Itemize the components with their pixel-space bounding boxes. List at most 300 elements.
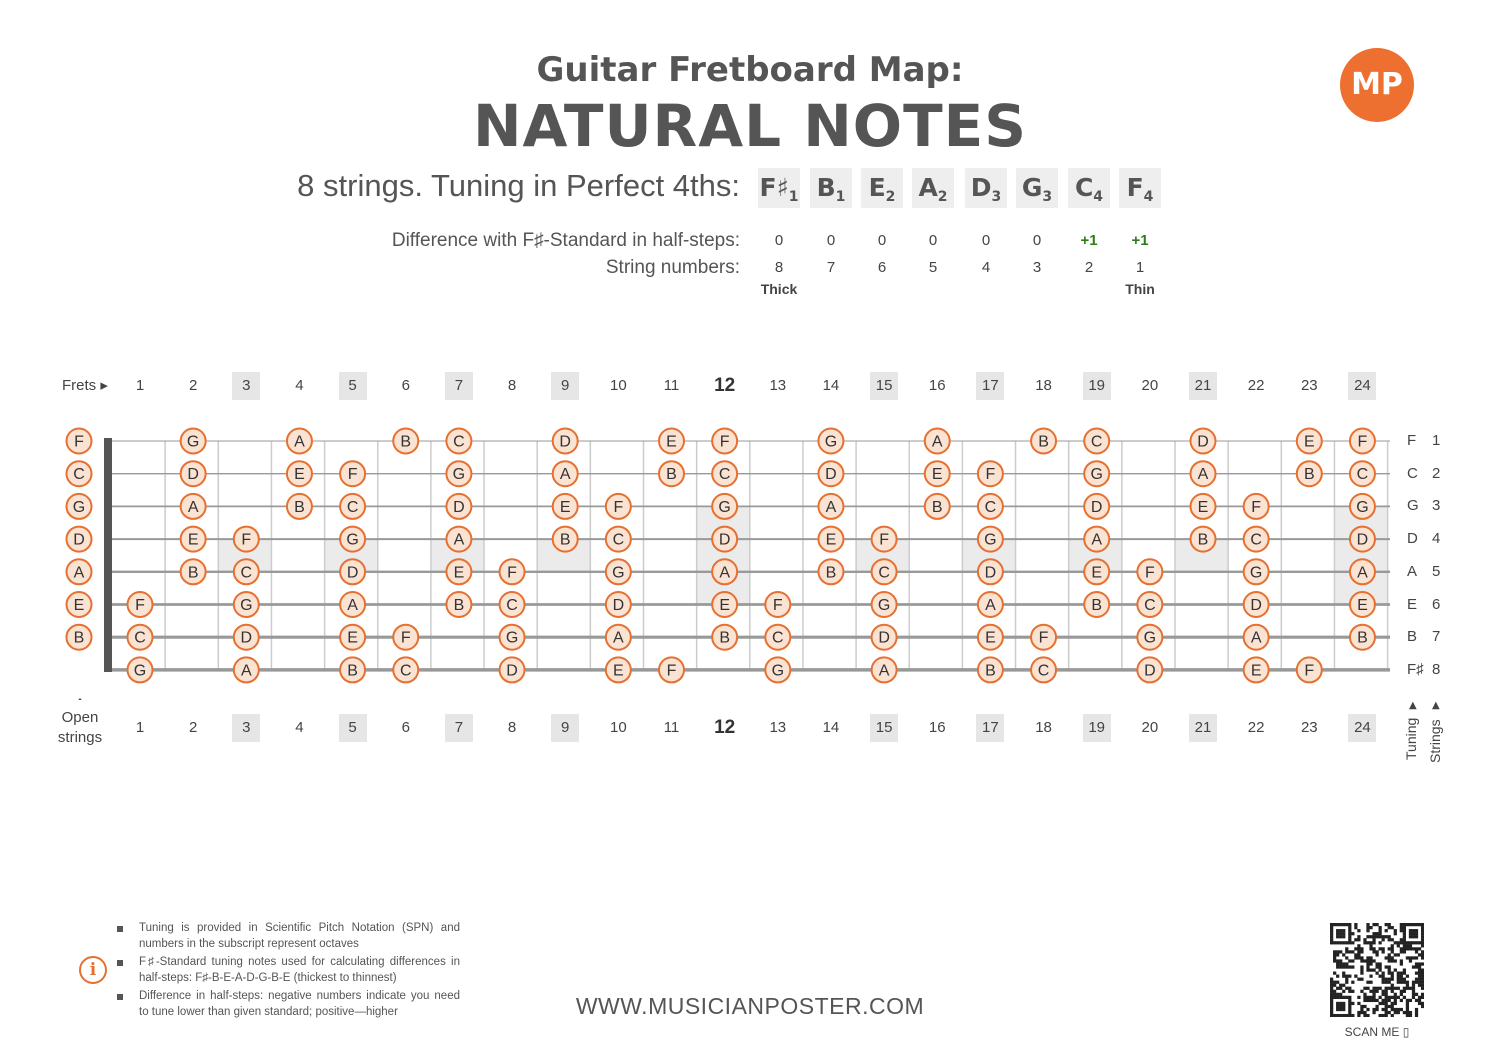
tuning-note-octave: 3 — [991, 189, 1002, 205]
fret-note — [128, 592, 153, 617]
svg-text:A: A — [1197, 466, 1209, 484]
string-number-value: 5 — [928, 259, 938, 276]
website-link[interactable]: WWW.MUSICIANPOSTER.COM — [575, 993, 925, 1019]
svg-text:A: A — [453, 531, 465, 549]
svg-text:B: B — [825, 564, 837, 582]
svg-text:A: A — [240, 662, 252, 680]
fret-number: 16 — [928, 377, 946, 394]
fret-note — [712, 494, 737, 519]
svg-text:D: D — [1144, 662, 1156, 680]
string-number-value: 8 — [774, 259, 784, 276]
footnote-item: Tuning is provided in Scientific Pitch Notation (SPN) and numbers in the subscript represent octaves — [115, 920, 460, 952]
fret-note — [393, 625, 418, 650]
open-label-line2: strings — [57, 729, 103, 746]
svg-text:G: G — [1143, 629, 1157, 647]
tuning-note-octave: 2 — [937, 189, 948, 205]
svg-text:F: F — [719, 433, 730, 451]
svg-text:F: F — [1357, 433, 1368, 451]
string-number-value: 3 — [1032, 259, 1042, 276]
open-string-note — [67, 429, 92, 454]
svg-text:G: G — [984, 531, 997, 549]
fret-note — [234, 625, 259, 650]
fret-number: 6 — [401, 719, 410, 736]
svg-text:B: B — [719, 629, 730, 647]
fret-note — [765, 657, 790, 682]
fret-note — [978, 461, 1003, 486]
fret-note — [1350, 461, 1375, 486]
svg-text:F: F — [1144, 564, 1155, 582]
fret-number: 16 — [928, 719, 946, 736]
fret-number: 3 — [232, 372, 260, 400]
svg-text:C: C — [399, 662, 412, 680]
svg-text:B: B — [294, 498, 305, 516]
svg-text:G: G — [824, 433, 838, 451]
svg-text:E: E — [1357, 597, 1368, 614]
svg-text:G: G — [240, 597, 253, 614]
svg-text:G: G — [718, 498, 731, 516]
fret-note — [872, 625, 897, 650]
footnote-item: F♯-Standard tuning notes used for calculating differences in half-steps: F♯-B-E-A-D-G-B-E (thickest to thinnest) — [115, 954, 460, 986]
info-icon: i — [79, 956, 107, 984]
fret-number: 21 — [1189, 714, 1217, 742]
fret-note — [765, 592, 790, 617]
fret-number: 17 — [976, 714, 1004, 742]
fret-note — [872, 592, 897, 617]
fret-note — [606, 494, 631, 519]
fret-note — [978, 527, 1003, 552]
double-inlay-shade — [1334, 506, 1387, 604]
fret-number: 8 — [507, 719, 517, 736]
svg-text:E: E — [187, 531, 199, 549]
svg-text:A: A — [1250, 629, 1262, 647]
string-number-label: 5 — [1432, 562, 1441, 580]
fret-note — [978, 494, 1003, 519]
fret-note — [1297, 429, 1322, 454]
string-number-label: 6 — [1432, 595, 1441, 613]
fret-number: 12 — [714, 717, 736, 738]
fret-note — [1350, 527, 1375, 552]
fret-number: 20 — [1141, 719, 1159, 736]
fret-note — [1350, 625, 1375, 650]
fret-note — [500, 657, 525, 682]
string-number-value: 4 — [981, 259, 991, 276]
tuning-note-box — [912, 168, 954, 208]
fret-note — [659, 429, 684, 454]
footnote-item: Difference in half-steps: negative numbers indicate you need to tune lower than given standard; positive—higher — [115, 988, 460, 1020]
fret-note — [606, 657, 631, 682]
fret-note — [500, 625, 525, 650]
svg-text:B: B — [453, 597, 465, 614]
svg-text:C: C — [506, 597, 518, 614]
svg-text:C: C — [984, 498, 997, 516]
fret-number: 11 — [663, 377, 680, 394]
fret-note — [340, 559, 365, 584]
svg-text:C: C — [346, 498, 359, 516]
tuning-note-name: F♯ — [759, 173, 789, 202]
svg-text:D: D — [612, 597, 625, 614]
svg-text:C: C — [453, 433, 465, 451]
fret-number: 1 — [135, 377, 145, 394]
fret-number: 18 — [1035, 377, 1052, 394]
fret-note — [446, 527, 471, 552]
string-tuning-label: D — [1407, 530, 1418, 548]
difference-value: 0 — [826, 232, 836, 249]
fret-number: 5 — [339, 372, 367, 400]
fret-note — [1244, 559, 1269, 584]
fret-note — [1137, 592, 1162, 617]
svg-text:B: B — [73, 629, 85, 647]
svg-text:D: D — [506, 662, 518, 680]
svg-text:A: A — [347, 597, 358, 614]
fret-note — [659, 657, 684, 682]
open-label-line1: Open — [61, 709, 99, 726]
fret-note — [1031, 625, 1056, 650]
string-numbers-label: String numbers: — [605, 257, 740, 278]
fret-number: 9 — [551, 714, 579, 742]
svg-text:A: A — [985, 597, 996, 614]
svg-text:D: D — [453, 498, 465, 516]
fret-number: 14 — [822, 377, 840, 394]
fret-note — [234, 559, 259, 584]
svg-text:B: B — [931, 498, 943, 516]
fret-note — [181, 461, 206, 486]
svg-text:A: A — [187, 498, 199, 516]
fret-number: 12 — [714, 375, 736, 396]
fret-note — [606, 527, 631, 552]
fret-note — [606, 592, 631, 617]
svg-text:D: D — [346, 564, 359, 582]
svg-text:F: F — [400, 629, 411, 647]
svg-text:D: D — [559, 433, 571, 451]
tuning-note-name: A — [918, 173, 938, 202]
strings-column-label: Strings — [1427, 719, 1443, 763]
svg-text:B: B — [1303, 466, 1315, 484]
tuning-note-box — [965, 168, 1007, 208]
string-tuning-label: E — [1407, 595, 1418, 613]
fret-note — [1084, 494, 1109, 519]
fret-note — [1244, 625, 1269, 650]
fret-note — [128, 625, 153, 650]
svg-text:C: C — [1144, 597, 1156, 614]
fret-number: 2 — [188, 719, 198, 736]
fret-note — [712, 527, 737, 552]
difference-value: 0 — [928, 232, 938, 249]
fret-note — [1350, 559, 1375, 584]
title-line1: Guitar Fretboard Map: — [536, 50, 964, 90]
fret-number: 2 — [188, 377, 198, 394]
svg-text:B: B — [1091, 597, 1103, 614]
svg-text:G: G — [133, 662, 147, 680]
fret-note — [446, 429, 471, 454]
string-number-value: 1 — [1135, 259, 1145, 276]
fret-note — [659, 461, 684, 486]
svg-text:A: A — [825, 498, 837, 516]
svg-text:B: B — [1357, 629, 1368, 647]
string-tuning-label: G — [1407, 497, 1419, 515]
fret-note — [553, 461, 578, 486]
svg-text:B: B — [1197, 531, 1209, 549]
thick-label: Thick — [760, 281, 798, 297]
scan-me-text: SCAN ME — [1344, 1025, 1400, 1039]
tuning-note-octave: 4 — [1093, 189, 1104, 205]
tuning-note-name: F — [1126, 173, 1144, 202]
svg-text:A: A — [1091, 531, 1103, 549]
svg-text:E: E — [559, 498, 571, 516]
fret-number: 15 — [870, 714, 898, 742]
fret-number: 19 — [1083, 372, 1111, 400]
open-arrow-icon — [75, 698, 85, 700]
fret-note — [1350, 592, 1375, 617]
fret-number: 20 — [1141, 377, 1159, 394]
fret-note — [340, 625, 365, 650]
difference-value: 0 — [981, 232, 991, 249]
svg-text:D: D — [718, 531, 731, 549]
fret-note — [181, 429, 206, 454]
fret-number: 17 — [976, 372, 1004, 400]
fret-note — [181, 527, 206, 552]
open-strings-label — [50, 708, 110, 748]
svg-text:F: F — [135, 597, 145, 614]
fret-note — [234, 657, 259, 682]
fret-note — [393, 657, 418, 682]
svg-text:D: D — [73, 531, 85, 549]
thin-label: Thin — [1125, 281, 1155, 297]
scan-me-label — [1330, 1025, 1424, 1039]
fret-note — [340, 527, 365, 552]
fret-number: 5 — [339, 714, 367, 742]
svg-text:D: D — [984, 564, 997, 582]
fret-note — [925, 461, 950, 486]
fret-note — [1191, 429, 1216, 454]
svg-text:F: F — [772, 597, 783, 614]
fret-note — [1191, 494, 1216, 519]
footnotes — [115, 920, 460, 1022]
svg-text:G: G — [186, 433, 200, 451]
string-number-value: 6 — [877, 259, 887, 276]
qr-code-icon[interactable] — [1330, 923, 1424, 1017]
svg-text:E: E — [347, 629, 358, 647]
brand-logo[interactable] — [1340, 48, 1414, 122]
svg-text:D: D — [1356, 531, 1369, 549]
fret-note — [606, 559, 631, 584]
fret-note — [234, 527, 259, 552]
difference-value: 0 — [774, 232, 784, 249]
svg-text:E: E — [719, 597, 730, 614]
fret-number: 7 — [445, 714, 473, 742]
svg-text:E: E — [1197, 498, 1209, 516]
fret-number: 3 — [232, 714, 260, 742]
fret-number: 9 — [551, 372, 579, 400]
svg-text:E: E — [613, 662, 624, 680]
svg-text:D: D — [1197, 433, 1209, 451]
svg-text:A: A — [1357, 564, 1368, 582]
fret-number: 22 — [1247, 719, 1265, 736]
tuning-note-box — [1068, 168, 1110, 208]
fret-note — [1137, 625, 1162, 650]
fret-note — [818, 461, 843, 486]
svg-text:E: E — [453, 564, 465, 582]
fret-note — [818, 429, 843, 454]
open-string-note — [67, 461, 92, 486]
string-tuning-label: F — [1407, 432, 1417, 449]
svg-text:A: A — [878, 662, 890, 680]
svg-text:F: F — [613, 498, 624, 516]
open-string-note — [67, 494, 92, 519]
fret-note — [340, 461, 365, 486]
fret-number: 23 — [1300, 719, 1318, 736]
fret-note — [446, 461, 471, 486]
svg-text:E: E — [931, 466, 943, 484]
svg-text:A: A — [294, 433, 305, 451]
difference-label: Difference with F♯-Standard in half-steps: — [391, 230, 740, 251]
string-tuning-label: A — [1407, 562, 1418, 580]
fret-note — [1031, 429, 1056, 454]
fret-number: 13 — [769, 377, 787, 394]
svg-text:G: G — [877, 597, 891, 614]
fret-note — [181, 559, 206, 584]
difference-value: 0 — [877, 232, 887, 249]
tuning-note-name: C — [1074, 173, 1094, 202]
svg-text:B: B — [1038, 433, 1049, 451]
fret-number: 8 — [507, 377, 517, 394]
page-title: NATURAL NOTES — [472, 92, 1028, 160]
difference-value: +1 — [1080, 232, 1098, 249]
string-number-label: 3 — [1432, 497, 1441, 515]
phone-icon: ▯ — [1402, 1025, 1410, 1039]
fret-note — [1137, 559, 1162, 584]
string-number-label: 8 — [1432, 660, 1441, 678]
fret-note — [978, 559, 1003, 584]
svg-text:C: C — [134, 629, 146, 647]
tuning-label: 8 strings. Tuning in Perfect 4ths: — [297, 168, 740, 203]
fret-note — [1244, 494, 1269, 519]
fret-note — [1137, 657, 1162, 682]
frets-label: Frets ▸ — [62, 377, 108, 394]
svg-text:G: G — [505, 629, 519, 647]
svg-text:C: C — [73, 466, 85, 484]
svg-text:F: F — [985, 466, 996, 484]
tuning-note-octave: 1 — [788, 189, 799, 205]
fret-note — [553, 494, 578, 519]
fret-note — [553, 527, 578, 552]
fret-note — [234, 592, 259, 617]
fret-number: 13 — [769, 719, 787, 736]
svg-text:A: A — [559, 466, 571, 484]
fret-note — [818, 559, 843, 584]
fret-number: 10 — [610, 377, 627, 394]
tuning-note-name: G — [1021, 173, 1043, 202]
svg-text:C: C — [1037, 662, 1050, 680]
string-number-value: 2 — [1084, 259, 1094, 276]
fret-note — [1031, 657, 1056, 682]
fret-number: 7 — [445, 372, 473, 400]
tuning-note-box — [810, 168, 852, 208]
open-string-note — [67, 625, 92, 650]
fret-note — [872, 527, 897, 552]
fretboard-diagram — [0, 420, 1500, 700]
fret-note — [925, 429, 950, 454]
svg-text:A: A — [931, 433, 943, 451]
svg-text:D: D — [825, 466, 837, 484]
svg-text:E: E — [294, 466, 305, 484]
fret-number: 4 — [295, 719, 304, 736]
svg-text:F: F — [879, 531, 889, 549]
fret-note — [1084, 559, 1109, 584]
fret-note — [287, 429, 312, 454]
tuning-note-box — [1119, 168, 1161, 208]
svg-text:E: E — [985, 629, 996, 647]
fret-note — [1084, 461, 1109, 486]
fret-note — [1084, 592, 1109, 617]
fret-note — [287, 494, 312, 519]
fret-note — [818, 527, 843, 552]
svg-text:F: F — [1038, 629, 1049, 647]
fret-number: 19 — [1083, 714, 1111, 742]
tuning-note-octave: 2 — [885, 189, 896, 205]
fret-note — [978, 657, 1003, 682]
fret-number: 22 — [1247, 377, 1265, 394]
svg-text:D: D — [878, 629, 890, 647]
svg-text:F: F — [241, 531, 252, 549]
fret-note — [340, 592, 365, 617]
fret-note — [872, 657, 897, 682]
svg-text:B: B — [347, 662, 358, 680]
fret-number: 24 — [1348, 714, 1376, 742]
fret-note — [340, 494, 365, 519]
fret-number: 18 — [1035, 719, 1052, 736]
fret-note — [712, 461, 737, 486]
fret-note — [925, 494, 950, 519]
string-number-label: 4 — [1432, 530, 1441, 548]
svg-text:D: D — [187, 466, 199, 484]
svg-text:A: A — [613, 629, 624, 647]
svg-text:D: D — [240, 629, 253, 647]
open-string-note — [67, 527, 92, 552]
svg-text:C: C — [240, 564, 253, 582]
svg-text:G: G — [612, 564, 625, 582]
svg-text:C: C — [1356, 466, 1369, 484]
fret-note — [765, 625, 790, 650]
fret-note — [500, 592, 525, 617]
svg-text:F: F — [347, 466, 358, 484]
svg-text:F: F — [666, 662, 677, 680]
tuning-note-octave: 1 — [835, 189, 846, 205]
tuning-note-name: E — [868, 173, 886, 202]
svg-text:E: E — [1303, 433, 1315, 451]
fret-note — [712, 559, 737, 584]
fret-note — [1297, 657, 1322, 682]
string-number-label: 2 — [1432, 464, 1441, 482]
svg-text:B: B — [666, 466, 677, 484]
fret-note — [606, 625, 631, 650]
fret-note — [1191, 527, 1216, 552]
svg-text:E: E — [1250, 662, 1262, 680]
svg-text:E: E — [73, 597, 85, 614]
svg-text:G: G — [452, 466, 466, 484]
string-tuning-label: F♯ — [1407, 660, 1424, 678]
svg-text:D: D — [1250, 597, 1262, 614]
svg-text:G: G — [771, 662, 785, 680]
svg-text:B: B — [985, 662, 996, 680]
fret-note — [978, 592, 1003, 617]
svg-text:G: G — [72, 498, 86, 516]
fret-note — [1350, 494, 1375, 519]
fret-note — [1297, 461, 1322, 486]
svg-text:F: F — [507, 564, 517, 582]
svg-text:A: A — [73, 564, 85, 582]
svg-text:D: D — [1090, 498, 1103, 516]
fret-note — [287, 461, 312, 486]
